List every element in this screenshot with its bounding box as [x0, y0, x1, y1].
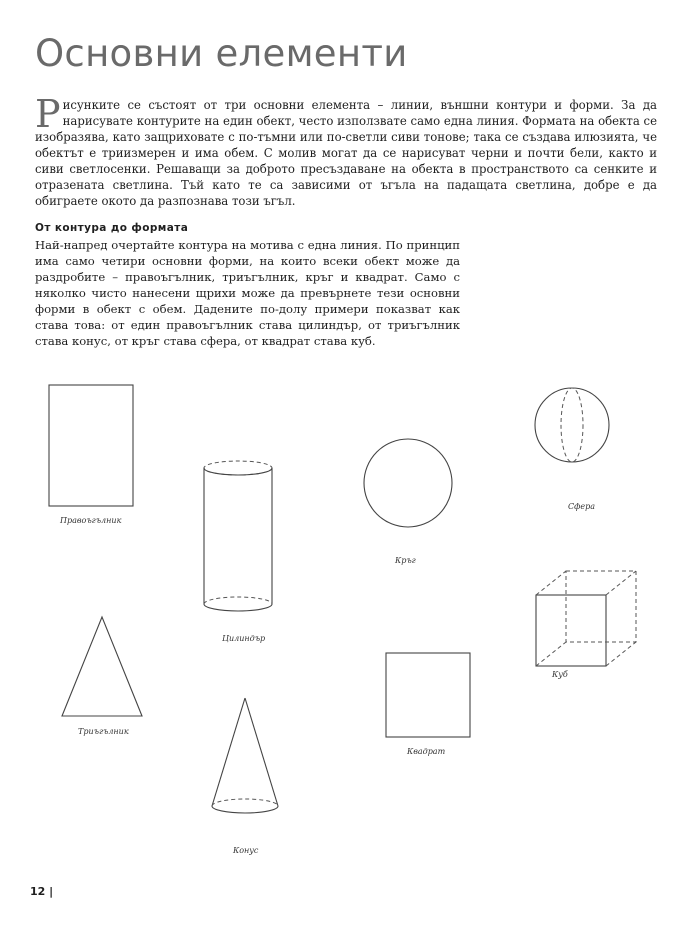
- basic-shapes-illustration: [0, 330, 700, 890]
- square-label: Квадрат: [407, 747, 446, 756]
- sphere-drawing: [535, 388, 609, 511]
- cone-label: Конус: [233, 846, 259, 855]
- cylinder-label: Цилиндър: [222, 634, 266, 643]
- drop-cap: Р: [35, 92, 61, 136]
- page-title: Основни елементи: [35, 32, 408, 75]
- section-subheading: От контура до формата: [35, 222, 189, 234]
- circle-drawing: [364, 439, 452, 565]
- square-drawing: [386, 653, 470, 756]
- cone-drawing: [212, 698, 278, 855]
- cylinder-drawing: [204, 461, 272, 643]
- triangle-label: Триъгълник: [78, 727, 129, 736]
- circle-label: Кръг: [395, 556, 416, 565]
- intro-paragraph: [35, 92, 657, 209]
- sphere-label: Сфера: [568, 502, 596, 511]
- intro-text: исунките се състоят от три основни елемента – линии, външни контури и форми. За да нарисувате контурите на един обект, често използвате само една линия. Формата на обекта се изобразява, като защриховате с по-тъмни или по-светли сиви тонове; така се създава илюзията, че обектът е триизмерен и има обем. С молив могат да се нарисуват черни и почти бели, както и сиви светлосенки. Решаващи за доброто пресъздаване на обекта в пространството са сенките и отразената светлина. Тъй като те са зависими от ъгъла на падащата светлина, добре е да обиграете окото да разпознава този ъгъл.: [35, 98, 657, 208]
- section-body-text: Най-напред очертайте контура на мотива с една линия. По принцип има само четири основни форми, на които всеки обект може да раздробите – правоъгълник, триъгълник, кръг и квадрат. Само с няколко чисто нанесени щрихи може да превърнете тези основни форми в обект с обем. Дадените по-долу примери показват как става това: от един правоъгълник става цилиндър, от триъгълник става конус, от кръг става сфера, от квадрат става куб.: [35, 238, 460, 348]
- page-number: 12 |: [30, 885, 54, 898]
- cube-label: Куб: [552, 670, 568, 679]
- rectangle-label: Правоъгълник: [60, 516, 122, 525]
- cube-drawing: [536, 571, 636, 679]
- rectangle-drawing: [49, 385, 133, 525]
- triangle-drawing: [62, 617, 142, 736]
